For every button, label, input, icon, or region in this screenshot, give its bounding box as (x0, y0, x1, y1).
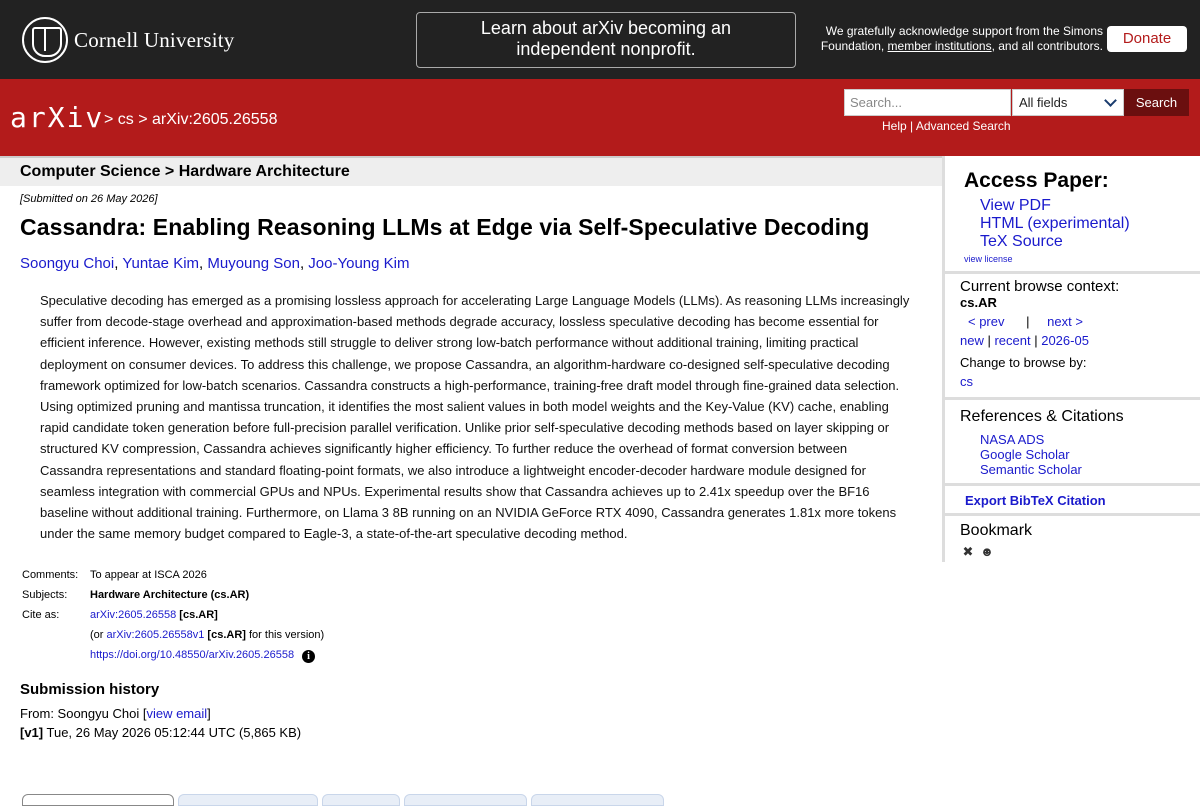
cite-version-row (20, 626, 920, 646)
version-label: [v1] (20, 725, 44, 741)
tab[interactable] (322, 794, 400, 806)
bibsonomy-icon[interactable]: ✖ (962, 544, 974, 559)
metadata-table (20, 566, 920, 665)
subjects-row (20, 586, 920, 606)
bookmark-icons (960, 544, 1200, 560)
search-button[interactable]: Search (1124, 89, 1189, 116)
cite-v1-link[interactable]: arXiv:2605.26558v1 (106, 628, 205, 641)
chevron-down-icon (1104, 94, 1117, 107)
cite-id-link[interactable]: arXiv:2605.26558 (90, 609, 177, 622)
reddit-icon[interactable]: ☻ (980, 544, 994, 559)
context-label: Current browse context: (960, 278, 1120, 295)
google-scholar-link[interactable]: Google Scholar (980, 447, 1070, 462)
references-section (945, 400, 1200, 486)
crumb-cs[interactable]: cs (117, 111, 134, 128)
comments-row (20, 566, 920, 586)
html-link[interactable]: HTML (experimental) (980, 215, 1130, 232)
view-license-link[interactable]: view license (964, 254, 1013, 264)
references-heading: References & Citations (960, 408, 1124, 425)
support-suffix: , and all contributors. (991, 39, 1103, 53)
from-prefix: From: Soongyu Choi [ (20, 706, 147, 722)
arxiv-header (0, 79, 1200, 156)
bibtex-section (945, 486, 1200, 516)
cite-label: Cite as: (22, 609, 60, 622)
member-institutions-link[interactable]: member institutions (887, 39, 992, 53)
change-browse-label: Change to browse by: (960, 355, 1087, 370)
breadcrumb (104, 111, 277, 129)
nonprofit-banner[interactable]: Learn about arXiv becoming an independent nonprofit. (416, 12, 796, 68)
crumb-sep: > (133, 111, 153, 128)
context-value: cs.AR (960, 295, 997, 310)
cite-category: [cs.AR] (179, 609, 218, 622)
paper-title: Cassandra: Enabling Reasoning LLMs at Edge via Self-Speculative Decoding (20, 214, 870, 240)
nav-sep: | (1026, 314, 1030, 329)
cornell-logo[interactable] (22, 17, 235, 63)
subject-path: Computer Science > Hardware Architecture (20, 163, 350, 180)
recent-link[interactable]: recent (994, 333, 1031, 348)
cite-row (20, 606, 920, 626)
access-heading: Access Paper: (964, 169, 1109, 192)
sidebar (942, 156, 1200, 562)
help-link[interactable]: Help (882, 119, 907, 133)
tab[interactable] (22, 794, 174, 806)
browse-context-section (945, 274, 1200, 400)
export-bibtex-link[interactable]: Export BibTeX Citation (965, 493, 1106, 508)
help-sep: | (906, 119, 916, 133)
tab[interactable] (404, 794, 527, 806)
cornell-name: Cornell University (74, 27, 235, 52)
doi-row (20, 646, 920, 666)
subjects-value: Hardware Architecture (cs.AR) (90, 589, 250, 602)
search-input[interactable] (844, 89, 1011, 116)
browse-cs-link[interactable]: cs (960, 374, 973, 389)
access-links (945, 193, 1200, 251)
support-prefix: We gratefully acknowledge support from the Simons Foundation, (820, 24, 1103, 53)
new-link[interactable]: new (960, 333, 984, 348)
subjects-label: Subjects: (22, 589, 68, 602)
cite-v1-category: [cs.AR] (207, 628, 246, 641)
author-link[interactable]: Joo-Young Kim (308, 255, 410, 272)
doi-link[interactable]: https://doi.org/10.48550/arXiv.2605.26558 (90, 648, 295, 661)
arxiv-logo[interactable]: arXiv (10, 101, 105, 134)
donate-button[interactable]: Donate (1107, 26, 1187, 52)
submission-history-heading: Submission history (20, 681, 160, 699)
author-link[interactable]: Muyoung Son (207, 255, 300, 272)
access-paper-section (945, 156, 1200, 274)
nasa-ads-link[interactable]: NASA ADS (980, 432, 1045, 447)
search-field-select[interactable] (1012, 89, 1124, 116)
from-suffix: ] (207, 706, 211, 722)
advanced-search-link[interactable]: Advanced Search (915, 119, 1011, 133)
tab[interactable] (531, 794, 664, 806)
version-date: Tue, 26 May 2026 05:12:44 UTC (5,865 KB) (43, 725, 302, 741)
support-bar (0, 0, 1200, 79)
view-pdf-link[interactable]: View PDF (980, 197, 1051, 214)
comments-value: To appear at ISCA 2026 (90, 569, 207, 582)
author-link[interactable]: Yuntae Kim (122, 255, 200, 272)
info-icon[interactable]: i (302, 650, 315, 663)
comments-label: Comments: (22, 569, 79, 582)
subject-header (0, 156, 942, 186)
semantic-scholar-link[interactable]: Semantic Scholar (980, 462, 1082, 477)
cite-v1-suffix: for this version) (245, 628, 325, 641)
prev-link[interactable]: < prev (968, 314, 1005, 329)
crumb-sep: > (104, 111, 118, 128)
submitted-date: [Submitted on 26 May 2026] (20, 193, 158, 205)
cite-or: (or (90, 628, 107, 641)
cornell-seal-icon (22, 17, 68, 63)
tex-source-link[interactable]: TeX Source (980, 233, 1063, 250)
author-list: Soongyu Choi, Yuntae Kim, Muyoung Son, Joo-Young Kim (20, 255, 410, 272)
listing-nav: new | recent | 2026-05 (960, 333, 1089, 348)
bookmark-heading: Bookmark (960, 522, 1033, 539)
view-email-link[interactable]: view email (146, 706, 208, 722)
abstract: Speculative decoding has emerged as a promising lossless approach for accelerating Large Language Models (LLMs). As reasoning LLMs increasingly suffer from decode-stage overhead and approximation-based methods degrade accuracy, lossless speculative decoding has become essential for efficient inference. However, existing methods still struggle to deliver strong low-batch performance without additional training, limiting practical deployment on consumer devices. To address this challenge, we propose Cassandra, an algorithm-hardware co-designed self-speculative decoding framework optimized for low-batch scenarios. Cassandra constructs a high-performance, training-free draft model through fine-grained data selection. Using optimized pruning and mantissa truncation, it identifies the most salient values in both model weights and the Key-Value (KV) cache, enabling rapid candidate token generation before full-precision parallel verification. Unlike prior self-speculative decoding methods based on layer skipping or structured KV compression, Cassandra achieves significantly higher efficiency. To further reduce the overhead of format conversion between Cassandra representations and standard floating-point formats, we also introduce a lightweight encoder-decoder hardware module designed for seamless integration with commercial GPUs and NPUs. Experimental results show that Cassandra achieves up to 2.41x speedup over the BF16 baseline without additional training. Furthermore, on Llama 3 8B running on an NVIDIA GeForce RTX 4090, Cassandra generates 1.81x more tokens under the same memory budget compared to Eagle-3, a state-of-the-art speculative decoding method. (40, 293, 910, 542)
prev-next-nav (960, 314, 1200, 329)
help-links (882, 119, 1011, 133)
author-link[interactable]: Soongyu Choi (20, 255, 115, 272)
month-link[interactable]: 2026-05 (1041, 333, 1089, 348)
tab[interactable] (178, 794, 318, 806)
next-link[interactable]: next > (1047, 314, 1083, 329)
bookmark-section (945, 516, 1200, 568)
support-text (808, 24, 1103, 54)
search-field-value: All fields (1019, 95, 1068, 110)
submission-history (20, 704, 920, 742)
crumb-paper-id[interactable]: arXiv:2605.26558 (152, 111, 278, 128)
paper-main (20, 190, 920, 742)
